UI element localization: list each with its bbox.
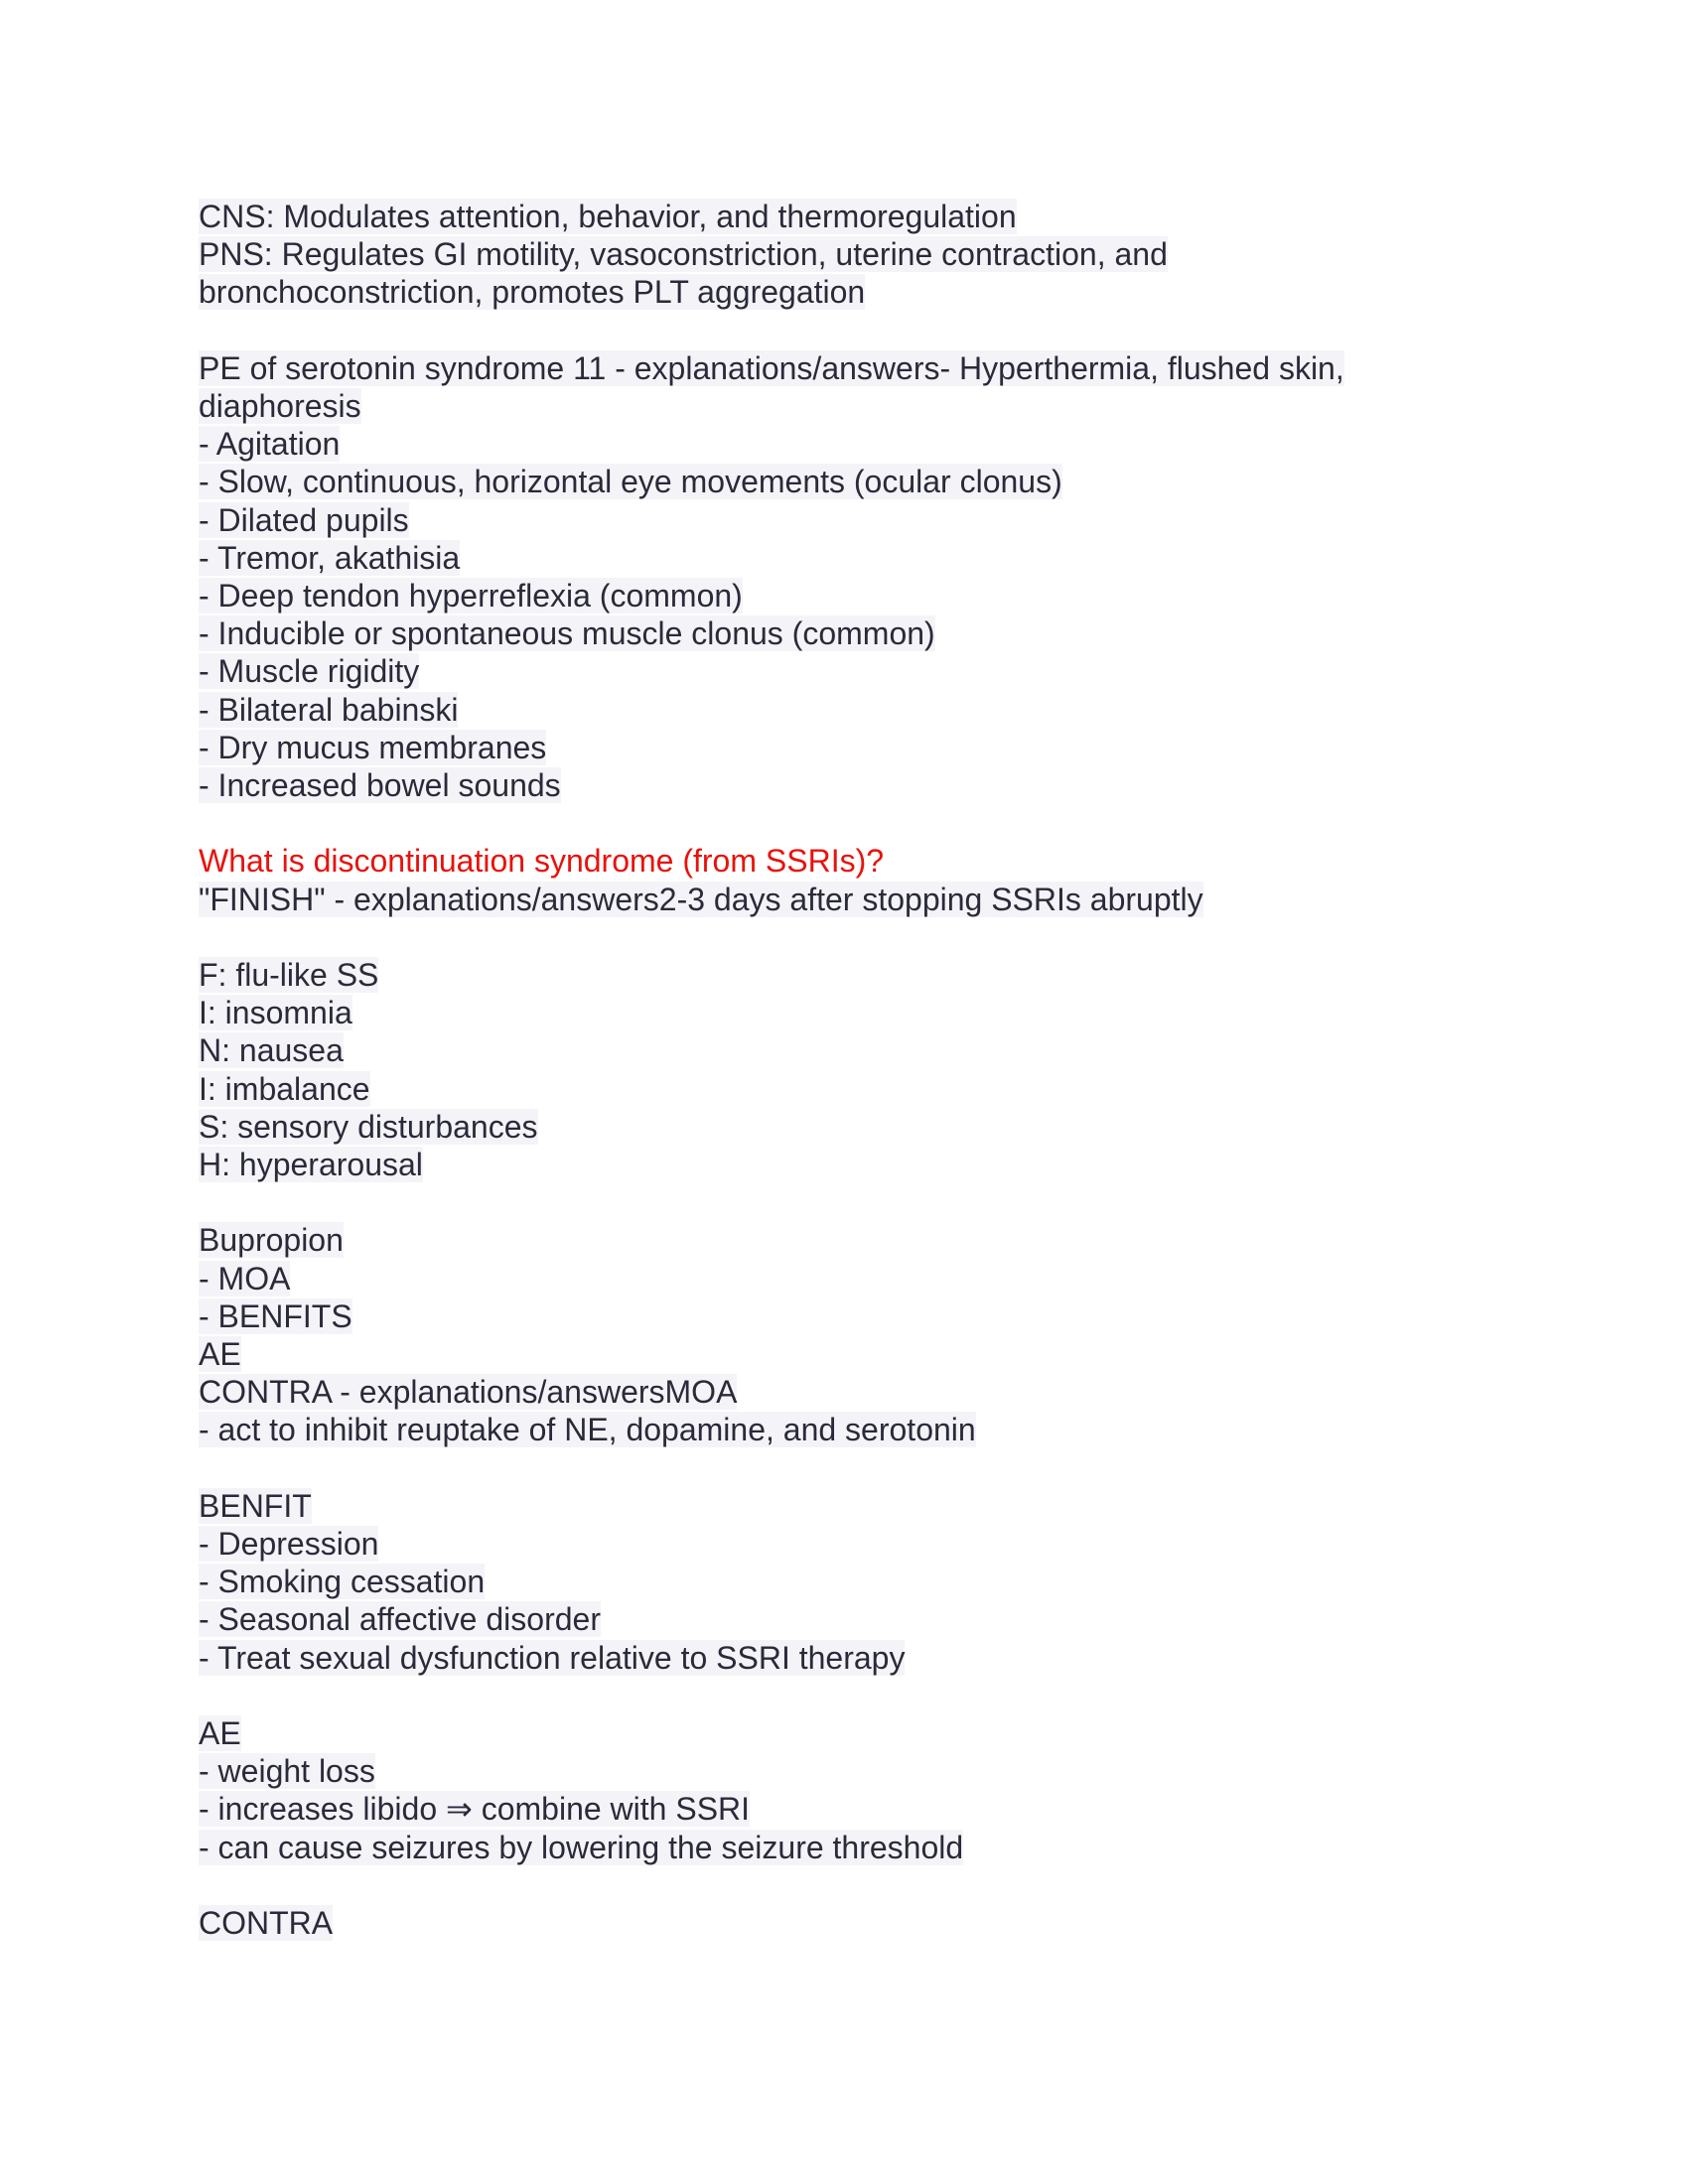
- text-line: AE: [199, 1336, 241, 1373]
- text-line: Bupropion: [199, 1222, 344, 1259]
- list-item: - Dilated pupils: [199, 501, 409, 538]
- ae-block: [199, 1714, 1489, 1866]
- paragraph-gap: [199, 1449, 1489, 1487]
- list-item: - Smoking cessation: [199, 1564, 486, 1600]
- serotonin-syndrome-block: [199, 349, 1489, 804]
- list-item: - can cause seizures by lowering the seizure threshold: [199, 1829, 964, 1865]
- list-item: - MOA: [199, 1260, 291, 1297]
- text-line: bronchoconstriction, promotes PLT aggregation: [199, 274, 866, 311]
- paragraph-gap: [199, 1677, 1489, 1714]
- list-item: I: imbalance: [199, 1070, 370, 1107]
- question-heading: What is discontinuation syndrome (from SSRIs)?: [199, 843, 885, 880]
- list-item: H: hyperarousal: [199, 1147, 423, 1183]
- paragraph-gap: [199, 1866, 1489, 1904]
- list-item: - act to inhibit reuptake of NE, dopamine, and serotonin: [199, 1412, 976, 1448]
- text-line: diaphoresis: [199, 388, 361, 424]
- document-body: [199, 198, 1489, 1942]
- list-item: - Depression: [199, 1526, 379, 1563]
- list-item: - Increased bowel sounds: [199, 767, 561, 804]
- paragraph-gap: [199, 312, 1489, 349]
- list-item: - Treat sexual dysfunction relative to SSRI therapy: [199, 1639, 906, 1676]
- paragraph-gap: [199, 1183, 1489, 1221]
- discontinuation-block: [199, 842, 1489, 917]
- list-item: - BENFITS: [199, 1297, 352, 1334]
- list-item: - Tremor, akathisia: [199, 539, 461, 576]
- list-item: - Muscle rigidity: [199, 653, 420, 690]
- list-item: - Slow, continuous, horizontal eye movements (ocular clonus): [199, 464, 1062, 500]
- list-item: - increases libido ⇒ combine with SSRI: [199, 1791, 751, 1828]
- section-heading: BENFIT: [199, 1487, 312, 1524]
- text-line: PNS: Regulates GI motility, vasoconstriction, uterine contraction, and: [199, 236, 1168, 273]
- finish-mnemonic-block: [199, 956, 1489, 1183]
- contra-block: [199, 1904, 1489, 1942]
- benfit-block: [199, 1487, 1489, 1677]
- list-item: I: insomnia: [199, 995, 352, 1031]
- list-item: - Seasonal affective disorder: [199, 1601, 601, 1638]
- list-item: - Deep tendon hyperreflexia (common): [199, 578, 743, 614]
- paragraph-gap: [199, 804, 1489, 842]
- paragraph-gap: [199, 918, 1489, 956]
- list-item: N: nausea: [199, 1032, 344, 1069]
- answer-line: "FINISH" - explanations/answers2-3 days after stopping SSRIs abruptly: [199, 881, 1203, 917]
- list-item: - Bilateral babinski: [199, 691, 459, 728]
- list-item: S: sensory disturbances: [199, 1108, 538, 1145]
- list-item: - weight loss: [199, 1753, 375, 1790]
- text-line: PE of serotonin syndrome 11 - explanations/answers- Hyperthermia, flushed skin,: [199, 349, 1344, 386]
- section-heading: CONTRA: [199, 1905, 334, 1942]
- list-item: - Agitation: [199, 426, 341, 463]
- list-item: - Dry mucus membranes: [199, 729, 547, 765]
- intro-block: [199, 198, 1489, 312]
- list-item: F: flu-like SS: [199, 957, 379, 994]
- list-item: - Inducible or spontaneous muscle clonus (common): [199, 615, 935, 652]
- text-line: CONTRA - explanations/answersMOA: [199, 1374, 738, 1411]
- section-heading: AE: [199, 1715, 241, 1752]
- text-line: CNS: Modulates attention, behavior, and thermoregulation: [199, 199, 1017, 234]
- bupropion-block: [199, 1221, 1489, 1448]
